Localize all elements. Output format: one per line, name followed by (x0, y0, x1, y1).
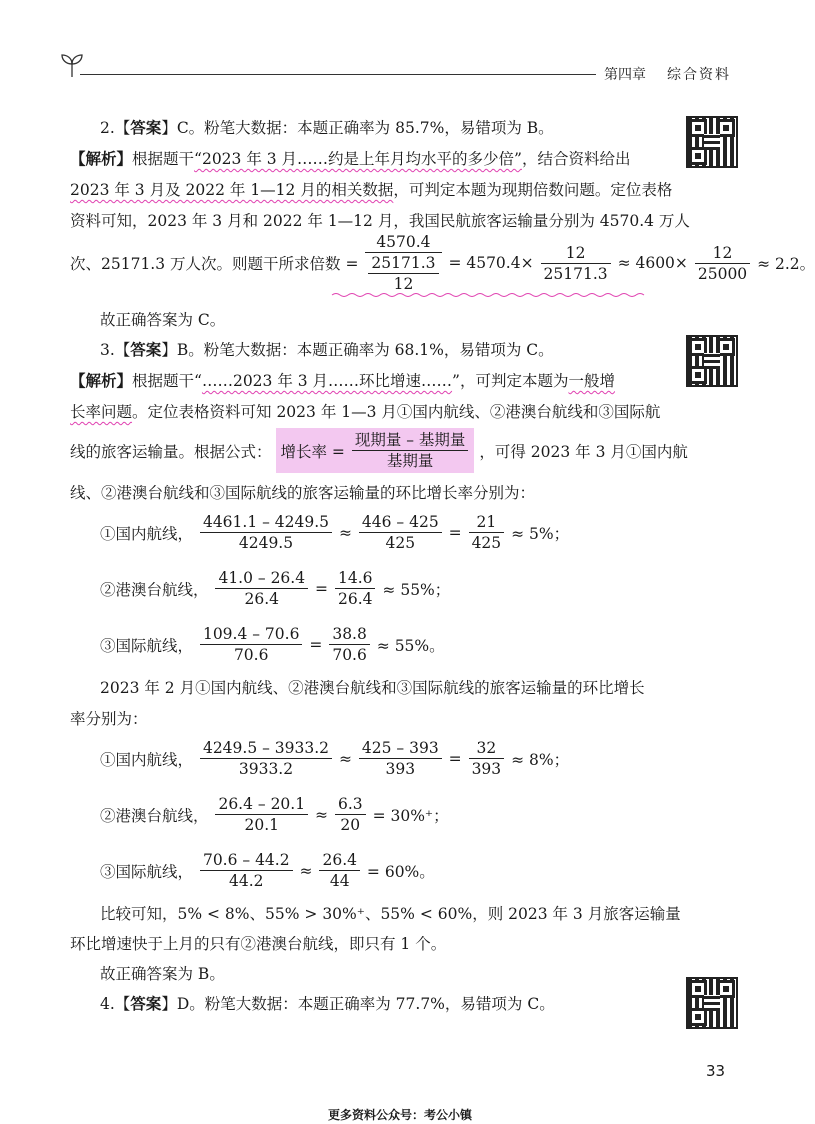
calc-row (100, 624, 445, 665)
operator: = (448, 523, 462, 542)
fraction-numerator: 4570.4 (365, 232, 441, 253)
operator: ≈ (338, 523, 352, 542)
q2-key-phrase: 2023 年 3 月及 2022 年 1—12 月的相关数据 (70, 181, 394, 199)
q2-answer-line (100, 116, 554, 140)
q2-analysis-tag: 【解析】 (70, 149, 133, 168)
calc-label: ③国际航线， (100, 636, 194, 655)
q3-key-phrase: ……2023 年 3 月……环比增速…… (201, 372, 453, 390)
fraction (335, 794, 366, 835)
q2-analysis-text: ，结合资料给出 (521, 150, 631, 168)
operator: = 4570.4× (448, 254, 534, 272)
q3-feb-line-1: 2023 年 2 月①国内航线、②港澳台航线和③国际航线的旅客运输量的环比增长 (100, 679, 645, 697)
qr-code-icon (686, 977, 738, 1029)
fraction-numerator: 21 (469, 512, 505, 533)
fraction (215, 794, 308, 835)
result: ≈ 55%。 (376, 636, 445, 655)
operator: = (448, 749, 462, 768)
q3-key-phrase: 一般增 (568, 372, 615, 390)
q2-key-phrase: “2023 年 3 月……约是上年月均水平的多少倍” (194, 150, 522, 168)
qr-code-icon (686, 116, 738, 168)
result: = 60%。 (366, 862, 435, 881)
fraction-denominator: 70.6 (332, 646, 367, 664)
fraction-numerator: 38.8 (329, 624, 370, 645)
q3-analysis-text: 线的旅客运输量。根据公式： (70, 442, 272, 461)
q3-compare-line-2: 环比增速快于上月的只有②港澳台航线，即只有 1 个。 (70, 935, 447, 953)
fraction-numerator: 6.3 (335, 794, 366, 815)
fraction (335, 568, 376, 609)
result: ≈ 55%； (382, 580, 451, 599)
fraction (200, 738, 332, 779)
header-chapter: 第四章 (604, 67, 646, 83)
calc-row (100, 738, 569, 779)
q2-complex-fraction (365, 232, 441, 294)
q3-analysis-text: 根据题干“ (132, 372, 202, 390)
fraction-numerator: 70.6 – 44.2 (200, 850, 293, 871)
header-title: 综合资料 (667, 67, 731, 83)
calc-row (100, 568, 450, 609)
fraction-denominator: 20 (340, 816, 361, 834)
fraction-numerator: 109.4 – 70.6 (200, 624, 303, 645)
fraction-numerator: 12 (541, 243, 611, 264)
q2-answer-tag: 答案 (130, 118, 162, 137)
fraction-numerator: 14.6 (335, 568, 376, 589)
q2-analysis-text: ，可判定本题为现期倍数问题。定位表格 (393, 181, 673, 199)
fraction-numerator: 4461.1 – 4249.5 (200, 512, 332, 533)
fraction-numerator: 425 – 393 (359, 738, 442, 759)
q2-analysis-line-1 (70, 147, 631, 171)
fraction-numerator: 26.4 (319, 850, 360, 871)
q3-feb-line-2: 率分别为： (70, 710, 148, 728)
fraction-numerator: 446 – 425 (359, 512, 442, 533)
growth-rate-formula (276, 428, 474, 473)
fraction-denominator: 25000 (697, 264, 748, 283)
q3-answer-line (100, 338, 554, 362)
fraction (215, 568, 308, 609)
fraction-denominator: 393 (471, 760, 502, 778)
fraction (469, 738, 505, 779)
calc-label: ②港澳台航线， (100, 806, 209, 825)
operator: ≈ (299, 861, 313, 880)
operator: ≈ (315, 805, 329, 824)
qr-code-icon (686, 335, 738, 387)
fraction-denominator: 26.4 (244, 590, 280, 608)
q2-conclusion: 故正确答案为 C。 (100, 311, 226, 329)
q2-answer-prefix: 2.【 (100, 119, 131, 137)
q2-analysis-text: 根据题干 (132, 150, 195, 168)
fraction (319, 850, 360, 891)
fraction (541, 243, 611, 284)
fraction-denominator: 425 (385, 534, 416, 552)
calc-label: ①国内航线， (100, 750, 194, 769)
fraction-numerator: 4249.5 – 3933.2 (200, 738, 332, 759)
q4-answer-tag: 答案 (130, 994, 162, 1013)
formula-label: 增长率 = (280, 442, 345, 461)
q3-analysis-line-2 (70, 400, 660, 424)
fraction-denominator: 26.4 (337, 590, 373, 608)
result: ≈ 8%； (511, 750, 570, 769)
operator: = (315, 579, 329, 598)
q3-answer-prefix: 3.【 (100, 341, 131, 359)
page-number: 33 (706, 1062, 726, 1080)
calc-label: ③国际航线， (100, 862, 194, 881)
fraction-numerator: 41.0 – 26.4 (215, 568, 308, 589)
result: ≈ 5%； (511, 524, 570, 543)
fraction-denominator: 425 (471, 534, 502, 552)
q2-formula-lead: 次、25171.3 万人次。则题干所求倍数 = (70, 255, 359, 273)
fraction (200, 850, 293, 891)
q2-analysis-line-2 (70, 178, 672, 202)
fraction (200, 512, 332, 553)
q3-answer-tag: 答案 (130, 340, 162, 359)
q3-analysis-text: ”，可判定本题为 (452, 372, 569, 390)
footer-note: 更多资料公众号：考公小镇 (327, 1108, 472, 1122)
fraction-denominator (365, 253, 441, 294)
operator: ≈ (338, 749, 352, 768)
fraction (200, 624, 303, 665)
q2-formula-row (70, 232, 815, 294)
wavy-underline (332, 292, 648, 298)
q3-answer-text: 】B。粉笔大数据：本题正确率为 68.1%，易错项为 C。 (161, 341, 554, 359)
q3-conclusion: 故正确答案为 B。 (100, 965, 225, 983)
fraction (359, 512, 442, 553)
fraction-denominator: 44 (329, 872, 350, 890)
fraction-numerator: 12 (695, 243, 750, 264)
fraction-denominator: 393 (385, 760, 416, 778)
q3-analysis-tag: 【解析】 (70, 371, 133, 390)
q3-compare-line-1: 比较可知，5% < 8%、55% > 30%⁺、55% < 60%，则 2023 年 3 月旅客运输量 (100, 905, 681, 923)
fraction-denominator: 12 (393, 275, 414, 293)
result: = 30%⁺； (372, 806, 449, 825)
header-rule (80, 74, 596, 75)
result: ≈ 2.2。 (757, 255, 815, 273)
calc-row (100, 850, 435, 891)
q4-answer-text: 】D。粉笔大数据：本题正确率为 77.7%，易错项为 C。 (161, 995, 555, 1013)
q3-key-phrase: 长率问题 (70, 403, 133, 421)
q2-answer-text: 】C。粉笔大数据：本题正确率为 85.7%，易错项为 B。 (161, 119, 554, 137)
fraction-numerator: 现期量 – 基期量 (352, 430, 469, 451)
fraction-denominator: 70.6 (233, 646, 269, 664)
calc-row (100, 512, 569, 553)
fraction-denominator: 25171.3 (543, 264, 608, 283)
q2-analysis-line-3: 资料可知，2023 年 3 月和 2022 年 1—12 月，我国民航旅客运输量分别为 4570.4 万人 (70, 212, 690, 230)
fraction-denominator: 基期量 (386, 452, 434, 470)
q4-answer-line (100, 992, 555, 1016)
fraction (329, 624, 370, 665)
calc-label: ①国内航线， (100, 524, 194, 543)
q3-analysis-line-4: 线、②港澳台航线和③国际航线的旅客运输量的环比增长率分别为： (70, 484, 536, 502)
fraction (469, 512, 505, 553)
q3-analysis-text: 。定位表格资料可知 2023 年 1—3 月①国内航线、②港澳台航线和③国际航 (132, 403, 661, 421)
operator: = (309, 635, 323, 654)
q3-formula-row (70, 428, 688, 473)
fraction-numerator: 26.4 – 20.1 (215, 794, 308, 815)
q3-analysis-text: ，可得 2023 年 3 月①国内航 (479, 442, 688, 461)
calc-label: ②港澳台航线， (100, 580, 209, 599)
fraction-denominator: 20.1 (244, 816, 280, 834)
q3-analysis-line-1 (70, 369, 615, 393)
fraction (695, 243, 750, 284)
fraction-denominator: 44.2 (229, 872, 264, 890)
fraction-numerator: 32 (469, 738, 505, 759)
calc-row (100, 794, 449, 835)
q4-answer-prefix: 4.【 (100, 995, 131, 1013)
fraction-denominator: 4249.5 (238, 534, 294, 552)
fraction (359, 738, 442, 779)
fraction (352, 430, 469, 471)
operator: ≈ 4600× (617, 254, 688, 272)
fraction-denominator: 3933.2 (238, 760, 294, 778)
fraction-numerator: 25171.3 (368, 253, 438, 274)
